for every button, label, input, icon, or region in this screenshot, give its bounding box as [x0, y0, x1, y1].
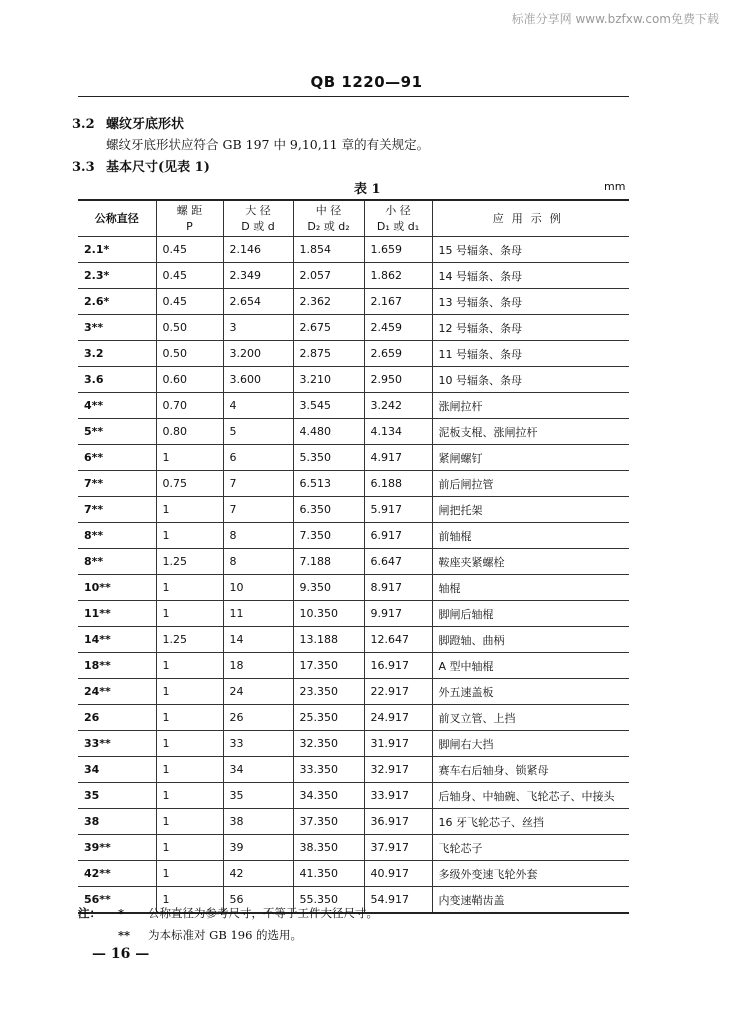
minor-diameter-cell: 16.917 — [364, 653, 432, 679]
watermark-text: 标准分享网 www.bzfxw.com免费下载 — [511, 12, 719, 26]
table-row — [78, 601, 629, 627]
application-cell: 内变速鞘齿盖 — [432, 887, 629, 914]
table-row — [78, 471, 629, 497]
nominal-diameter-cell: 14** — [78, 627, 156, 653]
major-diameter-cell: 26 — [223, 705, 293, 731]
header-rule — [78, 96, 629, 97]
pitch-diameter-cell: 6.350 — [293, 497, 364, 523]
minor-diameter-cell: 2.459 — [364, 315, 432, 341]
pitch-cell: 1 — [156, 653, 223, 679]
table-row — [78, 809, 629, 835]
note-text: 为本标准对 GB 196 的选用。 — [148, 928, 303, 942]
section-3-2-text: 螺纹牙底形状应符合 GB 197 中 9,10,11 章的有关规定。 — [106, 137, 430, 152]
pitch-cell: 1 — [156, 835, 223, 861]
header-pitch-diameter: 中 径 D₂ 或 d₂ — [293, 200, 364, 237]
nominal-diameter-cell: 33** — [78, 731, 156, 757]
pitch-diameter-cell: 2.675 — [293, 315, 364, 341]
table-row — [78, 731, 629, 757]
application-cell: 12 号辐条、条母 — [432, 315, 629, 341]
pitch-cell: 1 — [156, 575, 223, 601]
table-row — [78, 627, 629, 653]
pitch-diameter-cell: 4.480 — [293, 419, 364, 445]
nominal-diameter-cell: 5** — [78, 419, 156, 445]
minor-diameter-cell: 2.659 — [364, 341, 432, 367]
application-cell: 泥板支棍、涨闸拉杆 — [432, 419, 629, 445]
pitch-diameter-cell: 37.350 — [293, 809, 364, 835]
nominal-diameter-cell: 3.6 — [78, 367, 156, 393]
pitch-diameter-cell: 33.350 — [293, 757, 364, 783]
nominal-diameter-cell: 34 — [78, 757, 156, 783]
nominal-diameter-cell: 24** — [78, 679, 156, 705]
major-diameter-cell: 3.200 — [223, 341, 293, 367]
application-cell: 14 号辐条、条母 — [432, 263, 629, 289]
minor-diameter-cell: 32.917 — [364, 757, 432, 783]
major-diameter-cell: 34 — [223, 757, 293, 783]
minor-diameter-cell: 12.647 — [364, 627, 432, 653]
table-row — [78, 393, 629, 419]
application-cell: 15 号辐条、条母 — [432, 237, 629, 263]
nominal-diameter-cell: 11** — [78, 601, 156, 627]
pitch-cell: 1 — [156, 497, 223, 523]
major-diameter-cell: 7 — [223, 497, 293, 523]
pitch-cell: 0.50 — [156, 315, 223, 341]
application-cell: 飞轮芯子 — [432, 835, 629, 861]
major-diameter-cell: 35 — [223, 783, 293, 809]
table-notes — [78, 904, 378, 948]
application-cell: 后轴身、中轴碗、飞轮芯子、中接头 — [432, 783, 629, 809]
pitch-cell: 0.45 — [156, 289, 223, 315]
table-row — [78, 783, 629, 809]
pitch-diameter-cell: 32.350 — [293, 731, 364, 757]
pitch-cell: 0.50 — [156, 341, 223, 367]
pitch-diameter-cell: 23.350 — [293, 679, 364, 705]
pitch-cell: 0.45 — [156, 237, 223, 263]
table-unit: mm — [604, 180, 626, 193]
minor-diameter-cell: 40.917 — [364, 861, 432, 887]
table-row — [78, 419, 629, 445]
minor-diameter-cell: 3.242 — [364, 393, 432, 419]
nominal-diameter-cell: 7** — [78, 471, 156, 497]
major-diameter-cell: 8 — [223, 523, 293, 549]
minor-diameter-cell: 2.950 — [364, 367, 432, 393]
minor-diameter-cell: 1.862 — [364, 263, 432, 289]
table-row — [78, 497, 629, 523]
nominal-diameter-cell: 18** — [78, 653, 156, 679]
nominal-diameter-cell: 26 — [78, 705, 156, 731]
major-diameter-cell: 2.349 — [223, 263, 293, 289]
minor-diameter-cell: 5.917 — [364, 497, 432, 523]
thread-dimensions-table — [78, 199, 629, 914]
note-item — [78, 904, 378, 926]
pitch-cell: 1 — [156, 523, 223, 549]
application-cell: 闸把托架 — [432, 497, 629, 523]
minor-diameter-cell: 6.647 — [364, 549, 432, 575]
major-diameter-cell: 39 — [223, 835, 293, 861]
pitch-diameter-cell: 6.513 — [293, 471, 364, 497]
pitch-cell: 1 — [156, 679, 223, 705]
pitch-diameter-cell: 2.875 — [293, 341, 364, 367]
pitch-diameter-cell: 3.545 — [293, 393, 364, 419]
pitch-diameter-cell: 7.350 — [293, 523, 364, 549]
table-row — [78, 861, 629, 887]
pitch-diameter-cell: 2.362 — [293, 289, 364, 315]
application-cell: 多级外变速飞轮外套 — [432, 861, 629, 887]
pitch-cell: 0.70 — [156, 393, 223, 419]
table-row — [78, 315, 629, 341]
application-cell: 赛车右后轴身、锁紧母 — [432, 757, 629, 783]
pitch-cell: 1 — [156, 783, 223, 809]
pitch-diameter-cell: 1.854 — [293, 237, 364, 263]
table-row — [78, 549, 629, 575]
section-3-2-heading — [72, 113, 184, 132]
major-diameter-cell: 56 — [223, 887, 293, 914]
pitch-cell: 1.25 — [156, 549, 223, 575]
table-row — [78, 523, 629, 549]
table-row — [78, 367, 629, 393]
page-number: — 16 — — [92, 946, 150, 962]
pitch-diameter-cell: 17.350 — [293, 653, 364, 679]
major-diameter-cell: 2.146 — [223, 237, 293, 263]
pitch-cell: 1 — [156, 809, 223, 835]
note-mark: ** — [118, 928, 131, 942]
minor-diameter-cell: 24.917 — [364, 705, 432, 731]
nominal-diameter-cell: 4** — [78, 393, 156, 419]
pitch-cell: 1 — [156, 705, 223, 731]
major-diameter-cell: 18 — [223, 653, 293, 679]
minor-diameter-cell: 33.917 — [364, 783, 432, 809]
table-header-row — [78, 200, 629, 237]
note-text: 公称直径为参考尺寸，不等于工件大径尺寸。 — [148, 906, 378, 920]
application-cell: 紧闸螺钉 — [432, 445, 629, 471]
nominal-diameter-cell: 2.6* — [78, 289, 156, 315]
pitch-cell: 0.45 — [156, 263, 223, 289]
table-caption: 表 1 — [354, 182, 381, 197]
major-diameter-cell: 38 — [223, 809, 293, 835]
pitch-cell: 1 — [156, 887, 223, 914]
application-cell: 10 号辐条、条母 — [432, 367, 629, 393]
pitch-diameter-cell: 9.350 — [293, 575, 364, 601]
table-row — [78, 237, 629, 263]
pitch-diameter-cell: 34.350 — [293, 783, 364, 809]
pitch-cell: 1 — [156, 731, 223, 757]
application-cell: 脚闸右大挡 — [432, 731, 629, 757]
minor-diameter-cell: 22.917 — [364, 679, 432, 705]
table-row — [78, 289, 629, 315]
pitch-diameter-cell: 38.350 — [293, 835, 364, 861]
pitch-cell: 1 — [156, 601, 223, 627]
table-body — [78, 237, 629, 914]
nominal-diameter-cell: 2.3* — [78, 263, 156, 289]
header-pitch: 螺 距 P — [156, 200, 223, 237]
header-nominal-diameter: 公称直径 — [78, 200, 156, 237]
major-diameter-cell: 8 — [223, 549, 293, 575]
application-cell: 13 号辐条、条母 — [432, 289, 629, 315]
application-cell: 前轴棍 — [432, 523, 629, 549]
major-diameter-cell: 2.654 — [223, 289, 293, 315]
minor-diameter-cell: 6.917 — [364, 523, 432, 549]
pitch-diameter-cell: 2.057 — [293, 263, 364, 289]
table-row — [78, 263, 629, 289]
table-row — [78, 575, 629, 601]
application-cell: 11 号辐条、条母 — [432, 341, 629, 367]
application-cell: 鞍座夹紧螺栓 — [432, 549, 629, 575]
major-diameter-cell: 33 — [223, 731, 293, 757]
pitch-cell: 0.75 — [156, 471, 223, 497]
table-row — [78, 757, 629, 783]
major-diameter-cell: 10 — [223, 575, 293, 601]
nominal-diameter-cell: 39** — [78, 835, 156, 861]
nominal-diameter-cell: 3** — [78, 315, 156, 341]
major-diameter-cell: 3 — [223, 315, 293, 341]
notes-label: 注： — [78, 906, 101, 920]
application-cell: 前后闸拉管 — [432, 471, 629, 497]
pitch-diameter-cell: 5.350 — [293, 445, 364, 471]
minor-diameter-cell: 54.917 — [364, 887, 432, 914]
table-row — [78, 679, 629, 705]
table-row — [78, 653, 629, 679]
section-title: 基本尺寸(见表 1) — [106, 160, 210, 175]
major-diameter-cell: 3.600 — [223, 367, 293, 393]
nominal-diameter-cell: 7** — [78, 497, 156, 523]
nominal-diameter-cell: 42** — [78, 861, 156, 887]
pitch-diameter-cell: 55.350 — [293, 887, 364, 914]
minor-diameter-cell: 9.917 — [364, 601, 432, 627]
header-minor-diameter: 小 径 D₁ 或 d₁ — [364, 200, 432, 237]
major-diameter-cell: 14 — [223, 627, 293, 653]
major-diameter-cell: 42 — [223, 861, 293, 887]
table-row — [78, 445, 629, 471]
section-title: 螺纹牙底形状 — [106, 117, 185, 132]
application-cell: 16 牙飞轮芯子、丝挡 — [432, 809, 629, 835]
pitch-diameter-cell: 10.350 — [293, 601, 364, 627]
nominal-diameter-cell: 6** — [78, 445, 156, 471]
pitch-cell: 1 — [156, 445, 223, 471]
section-number: 3.2 — [72, 117, 95, 132]
section-3-3-heading — [72, 156, 210, 175]
nominal-diameter-cell: 8** — [78, 523, 156, 549]
application-cell: 脚闸后轴棍 — [432, 601, 629, 627]
application-cell: 脚蹬轴、曲柄 — [432, 627, 629, 653]
section-number: 3.3 — [72, 160, 95, 175]
pitch-cell: 1.25 — [156, 627, 223, 653]
pitch-diameter-cell: 41.350 — [293, 861, 364, 887]
major-diameter-cell: 5 — [223, 419, 293, 445]
minor-diameter-cell: 31.917 — [364, 731, 432, 757]
major-diameter-cell: 11 — [223, 601, 293, 627]
minor-diameter-cell: 1.659 — [364, 237, 432, 263]
pitch-diameter-cell: 25.350 — [293, 705, 364, 731]
pitch-cell: 0.60 — [156, 367, 223, 393]
minor-diameter-cell: 6.188 — [364, 471, 432, 497]
application-cell: 前叉立管、上挡 — [432, 705, 629, 731]
nominal-diameter-cell: 56** — [78, 887, 156, 914]
pitch-cell: 1 — [156, 861, 223, 887]
minor-diameter-cell: 4.917 — [364, 445, 432, 471]
pitch-cell: 1 — [156, 757, 223, 783]
major-diameter-cell: 24 — [223, 679, 293, 705]
pitch-diameter-cell: 13.188 — [293, 627, 364, 653]
nominal-diameter-cell: 8** — [78, 549, 156, 575]
nominal-diameter-cell: 2.1* — [78, 237, 156, 263]
header-major-diameter: 大 径 D 或 d — [223, 200, 293, 237]
major-diameter-cell: 7 — [223, 471, 293, 497]
table-row — [78, 835, 629, 861]
nominal-diameter-cell: 3.2 — [78, 341, 156, 367]
note-mark: * — [118, 906, 125, 920]
nominal-diameter-cell: 35 — [78, 783, 156, 809]
header-application-example: 应用示例 — [432, 200, 629, 237]
pitch-diameter-cell: 3.210 — [293, 367, 364, 393]
major-diameter-cell: 4 — [223, 393, 293, 419]
document-code-header: QB 1220—91 — [310, 73, 423, 91]
minor-diameter-cell: 36.917 — [364, 809, 432, 835]
minor-diameter-cell: 8.917 — [364, 575, 432, 601]
table-row — [78, 705, 629, 731]
nominal-diameter-cell: 38 — [78, 809, 156, 835]
minor-diameter-cell: 4.134 — [364, 419, 432, 445]
application-cell: 涨闸拉杆 — [432, 393, 629, 419]
table-row — [78, 341, 629, 367]
note-item — [78, 926, 378, 948]
minor-diameter-cell: 2.167 — [364, 289, 432, 315]
pitch-cell: 0.80 — [156, 419, 223, 445]
application-cell: A 型中轴棍 — [432, 653, 629, 679]
application-cell: 外五速盖板 — [432, 679, 629, 705]
major-diameter-cell: 6 — [223, 445, 293, 471]
application-cell: 轴棍 — [432, 575, 629, 601]
minor-diameter-cell: 37.917 — [364, 835, 432, 861]
nominal-diameter-cell: 10** — [78, 575, 156, 601]
pitch-diameter-cell: 7.188 — [293, 549, 364, 575]
